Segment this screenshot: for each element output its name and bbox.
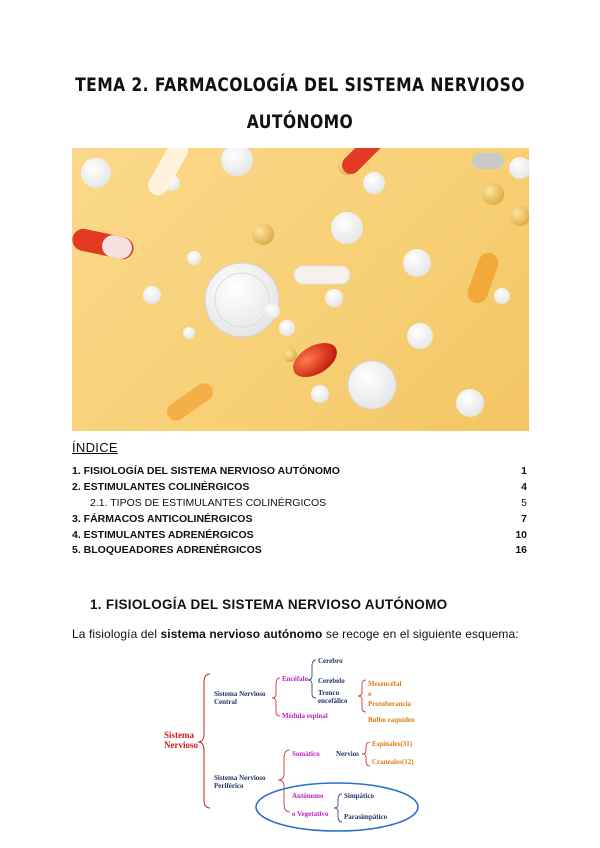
intro-bold-text: sistema nervioso autónomo — [160, 627, 323, 641]
diagram-craneales-label: Craneales(12) — [372, 758, 414, 766]
toc-entry-label: 2. ESTIMULANTES COLINÉRGICOS — [72, 481, 250, 493]
intro-text-end: se recoge en el siguiente esquema: — [322, 627, 519, 641]
diagram-root-label: Sistema — [164, 730, 194, 740]
diagram-o-label: o — [368, 690, 372, 698]
diagram-somatico-label: Somático — [292, 750, 320, 758]
toc-entry-page: 16 — [515, 544, 527, 556]
diagram-protuberancia-label: Protuberancia — [368, 700, 412, 708]
toc-entry-label: 2.1. TIPOS DE ESTIMULANTES COLINÉRGICOS — [90, 497, 327, 509]
diagram-mesencefalo-label: Mesencéfal — [368, 680, 402, 688]
intro-text: La fisiología del — [72, 627, 161, 641]
diagram-parasimpatico-label: Parasimpático — [344, 813, 388, 821]
diagram-root-label: Nervioso — [164, 740, 198, 750]
pills-illustration — [72, 148, 529, 431]
diagram-encefalo-label: Encéfalo — [282, 675, 309, 683]
diagram-tronco-label: encefálico — [318, 697, 348, 705]
diagram-periferico-label: Periférico — [214, 782, 244, 790]
diagram-bulbo-label: Bulbo raquídeo — [368, 716, 415, 724]
pills-photo — [72, 148, 529, 431]
toc-entry-label: 3. FÁRMACOS ANTICOLINÉRGICOS — [72, 513, 253, 525]
diagram-autonomo-label: o Vegetativo — [292, 810, 329, 818]
toc-entry-page: 4 — [521, 481, 527, 493]
diagram-espinales-label: Espinales(31) — [372, 740, 413, 748]
toc-entry-label: 5. BLOQUEADORES ADRENÉRGICOS — [72, 544, 262, 556]
diagram-periferico-label: Sistema Nervioso — [214, 774, 266, 782]
document-title-line2: AUTÓNOMO — [246, 111, 354, 133]
diagram-nervios-label: Nervios — [336, 750, 359, 758]
toc-entry-page: 7 — [521, 513, 527, 525]
diagram-cerebelo-label: Cerebelo — [318, 677, 345, 685]
diagram-autonomo-label: Autónomo — [292, 792, 324, 800]
diagram-central-label: Central — [214, 698, 237, 706]
diagram-cerebro-label: Cerebro — [318, 657, 343, 665]
toc-entry-page: 10 — [515, 529, 527, 541]
intro-paragraph — [72, 627, 519, 641]
toc-entry-label: 1. FISIOLOGÍA DEL SISTEMA NERVIOSO AUTÓNOMO — [72, 465, 340, 477]
nervous-system-diagram — [150, 650, 450, 840]
diagram-medula-label: Médula espinal — [282, 712, 328, 720]
diagram-simpatico-label: Simpático — [344, 792, 374, 800]
document-title-line1: TEMA 2. FARMACOLOGÍA DEL SISTEMA NERVIOSO — [75, 74, 525, 96]
toc-entry-page: 1 — [521, 465, 527, 477]
index-heading: ÍNDICE — [72, 440, 118, 455]
section-heading: 1. FISIOLOGÍA DEL SISTEMA NERVIOSO AUTÓNOMO — [90, 597, 448, 612]
toc-entry-label: 4. ESTIMULANTES ADRENÉRGICOS — [72, 529, 254, 541]
toc-entry-page: 5 — [521, 497, 527, 509]
diagram-tronco-label: Tronco — [318, 689, 340, 697]
diagram-central-label: Sistema Nervioso — [214, 690, 266, 698]
